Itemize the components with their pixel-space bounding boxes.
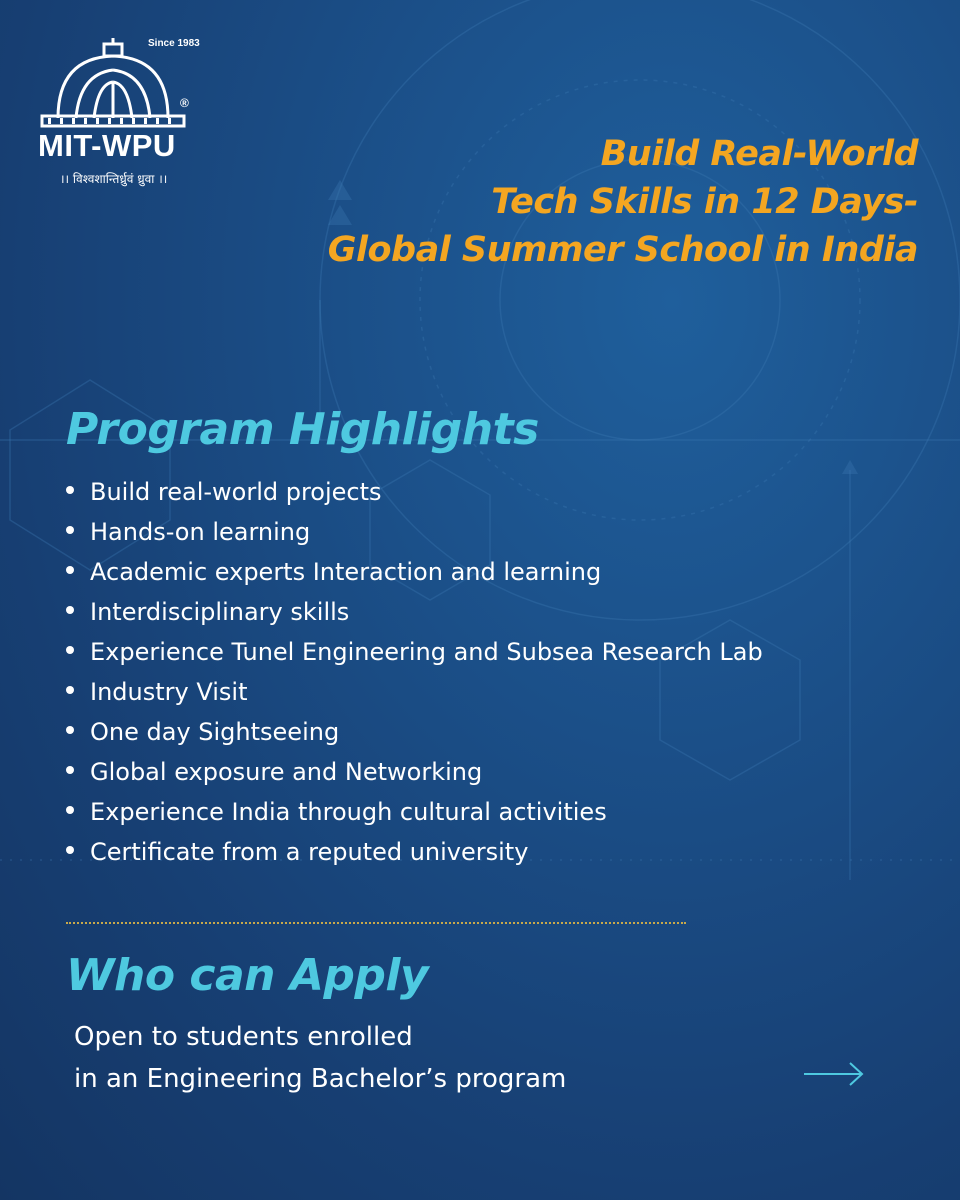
list-item: One day Sightseeing [66,712,763,752]
list-item: Certificate from a reputed university [66,832,763,872]
apply-line-2: in an Engineering Bachelor’s program [74,1064,567,1094]
bullet-icon [66,646,74,654]
list-item: Experience India through cultural activities [66,792,763,832]
apply-line-1: Open to students enrolled [74,1022,413,1052]
headline-line-1: Build Real-World [600,134,918,174]
since-year-text: Since 1983 [148,38,200,49]
list-item: Build real-world projects [66,472,763,512]
bullet-icon [66,526,74,534]
headline-line-3: Global Summer School in India [327,230,918,270]
bullet-icon [66,686,74,694]
apply-description [74,1016,566,1100]
headline [328,130,918,274]
list-item: Academic experts Interaction and learning [66,552,763,592]
list-item: Global exposure and Networking [66,752,763,792]
bullet-icon [66,606,74,614]
section-divider [66,922,686,924]
brand-tagline: ।। विश्वशान्तिर्ध्रुवं ध्रुवा ।। [60,172,168,186]
brand-name: MIT-WPU [38,128,176,163]
registered-mark: ® [180,96,189,110]
bullet-icon [66,766,74,774]
list-item: Hands-on learning [66,512,763,552]
bullet-icon [66,726,74,734]
list-item: Interdisciplinary skills [66,592,763,632]
highlights-title: Program Highlights [66,404,539,455]
bullet-icon [66,846,74,854]
highlights-list [66,472,763,872]
apply-title: Who can Apply [66,950,429,1001]
list-item: Industry Visit [66,672,763,712]
bullet-icon [66,566,74,574]
headline-line-2: Tech Skills in 12 Days- [491,182,918,222]
bullet-icon [66,806,74,814]
arrow-right-icon[interactable] [802,1060,866,1088]
list-item: Experience Tunel Engineering and Subsea Research Lab [66,632,763,672]
dome-logo-icon [38,38,188,133]
bullet-icon [66,486,74,494]
